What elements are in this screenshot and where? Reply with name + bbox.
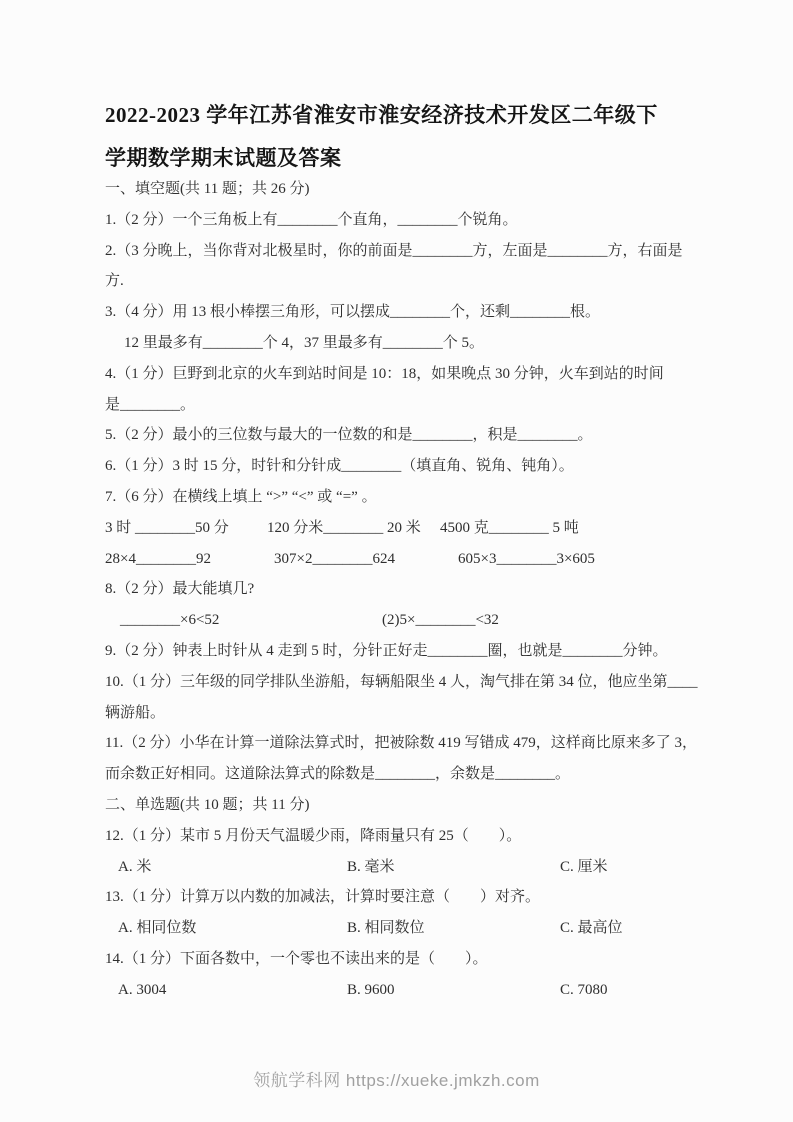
title-line-1: 2022-2023 学年江苏省淮安市淮安经济技术开发区二年级下 <box>105 103 658 127</box>
question-5: 5.（2 分）最小的三位数与最大的一位数的和是________，积是________。 <box>105 427 593 444</box>
question-14-options <box>105 975 725 1006</box>
q8-expression-2: (2)5×________<32 <box>382 612 499 629</box>
q14-option-c: C. 7080 <box>560 981 608 998</box>
question-7-compare-row-2 <box>105 544 725 575</box>
q7-compare-item-2: 120 分米________ 20 米 <box>267 519 421 536</box>
question-4-line-2: 是________。 <box>105 396 196 413</box>
q14-option-b: B. 9600 <box>347 981 395 998</box>
question-8: 8.（2 分）最大能填几? <box>105 581 255 598</box>
title-line-2: 学期数学期末试题及答案 <box>105 146 342 170</box>
q14-option-a: A. 3004 <box>118 981 167 998</box>
q12-option-a: A. 米 <box>118 858 152 875</box>
q12-option-b: B. 毫米 <box>347 858 395 875</box>
q7-compare-item-4: 28×4________92 <box>105 550 211 567</box>
q7-compare-item-3: 4500 克________ 5 吨 <box>440 519 579 536</box>
question-11-line-1: 11.（2 分）小华在计算一道除法算式时，把被除数 419 写错成 479，这样商比原来多了 3， <box>105 735 697 752</box>
question-12-options <box>105 852 725 883</box>
question-4-line-1: 4.（1 分）巨野到北京的火车到站时间是 10：18，如果晚点 30 分钟，火车到站的时间 <box>105 365 664 382</box>
watermark-footer: 领航学科网 https://xueke.jmkzh.com <box>253 1071 540 1090</box>
q8-expression-1: ________×6<52 <box>120 612 220 629</box>
exam-body <box>105 174 725 1006</box>
question-3-line-1: 3.（4 分）用 13 根小棒摆三角形，可以摆成________个，还剩________根。 <box>105 304 601 321</box>
question-1: 1.（2 分）一个三角板上有________个直角，________个锐角。 <box>105 211 518 228</box>
question-12: 12.（1 分）某市 5 月份天气温暖少雨，降雨量只有 25（ ）。 <box>105 827 522 844</box>
q13-option-b: B. 相同数位 <box>347 920 425 937</box>
q7-compare-item-1: 3 时 ________50 分 <box>105 519 229 536</box>
section-1-header: 一、填空题(共 11 题；共 26 分) <box>105 181 310 197</box>
question-7: 7.（6 分）在横线上填上 “>” “<” 或 “=” 。 <box>105 488 377 505</box>
question-14: 14.（1 分）下面各数中，一个零也不读出来的是（ ）。 <box>105 950 488 967</box>
question-13: 13.（1 分）计算万以内数的加减法，计算时要注意（ ）对齐。 <box>105 889 541 906</box>
q7-compare-item-6: 605×3________3×605 <box>458 550 595 567</box>
question-11-line-2: 而余数正好相同。这道除法算式的除数是________，余数是________。 <box>105 766 571 783</box>
q13-option-c: C. 最高位 <box>560 920 623 937</box>
question-6: 6.（1 分）3 时 15 分，时针和分针成________（填直角、锐角、钝角）。 <box>105 458 574 475</box>
question-3-line-2: 12 里最多有________个 4，37 里最多有________个 5。 <box>124 334 485 351</box>
question-10-line-1: 10.（1 分）三年级的同学排队坐游船，每辆船限坐 4 人，淘气排在第 34 位，他应坐第____ <box>105 673 698 690</box>
q13-option-a: A. 相同位数 <box>118 920 197 937</box>
question-13-options <box>105 913 725 944</box>
question-2-line-2: 方. <box>105 273 124 290</box>
question-9: 9.（2 分）钟表上时针从 4 走到 5 时，分针正好走________圈，也就是________分钟。 <box>105 642 668 659</box>
section-2-header: 二、单选题(共 10 题；共 11 分) <box>105 796 310 813</box>
question-10-line-2: 辆游船。 <box>105 704 166 721</box>
question-7-compare-row-1 <box>105 513 725 544</box>
document-title <box>105 94 725 180</box>
q12-option-c: C. 厘米 <box>560 858 608 875</box>
q7-compare-item-5: 307×2________624 <box>274 550 395 567</box>
question-8-expression-row <box>105 605 725 636</box>
question-2-line-1: 2.（3 分晚上，当你背对北极星时，你的前面是________方，左面是________方，右面是 <box>105 242 683 259</box>
